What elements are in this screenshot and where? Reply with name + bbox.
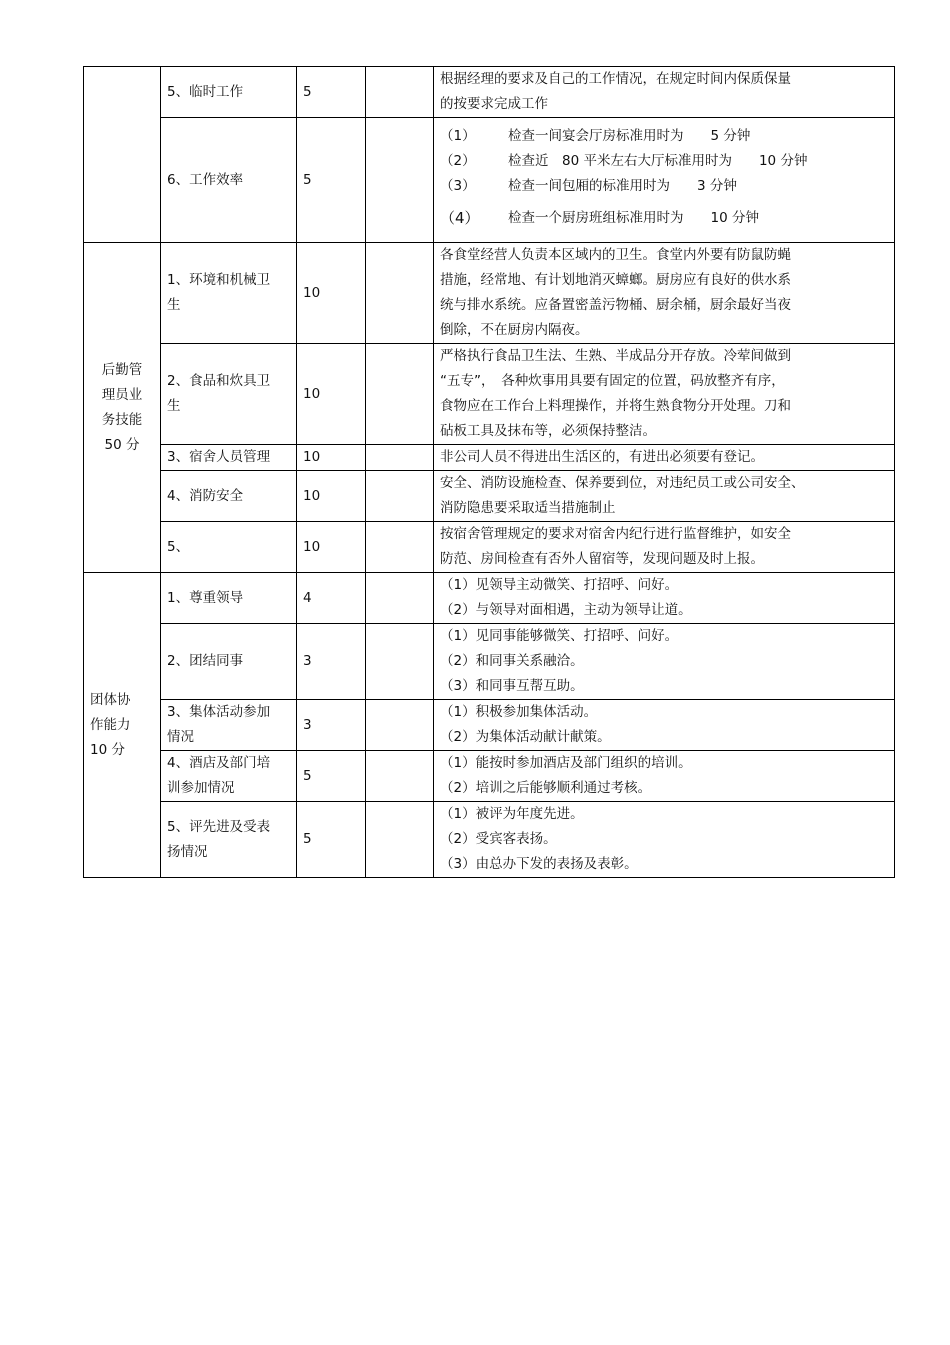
criteria-cell: （1）被评为年度先进。 （2）受宾客表扬。 （3）由总办下发的表扬及表彰。 (434, 802, 895, 878)
score-cell: 10 (297, 522, 366, 573)
criteria-cell: 根据经理的要求及自己的工作情况，在规定时间内保质保量 的按要求完成工作 (434, 67, 895, 118)
table-row (84, 751, 895, 802)
item-cell: 5、 (161, 522, 297, 573)
score-cell: 3 (297, 624, 366, 700)
efficiency-line: （2） 检查近 80 平米左右大厅标准用时为 10 分钟 (440, 152, 808, 169)
criteria-cell: 按宿舍管理规定的要求对宿舍内纪行进行监督维护，如安全 防范、房间检查有否外人留宿等，发现问题及时上报。 (434, 522, 895, 573)
efficiency-line: （1） 检查一间宴会厅房标准用时为 5 分钟 (440, 127, 751, 144)
score-cell: 5 (297, 118, 366, 243)
category-cell-continued (84, 67, 161, 243)
item-cell: 5、评先进及受表 扬情况 (161, 802, 297, 878)
score-cell: 3 (297, 700, 366, 751)
table-row (84, 624, 895, 700)
score-cell: 5 (297, 751, 366, 802)
table-row (84, 700, 895, 751)
table-row (84, 243, 895, 344)
table-row (84, 118, 895, 243)
score-cell: 4 (297, 573, 366, 624)
criteria-cell: 安全、消防设施检查、保养要到位，对违纪员工或公司安全、 消防隐患要采取适当措施制止 (434, 471, 895, 522)
item-cell: 6、工作效率 (161, 118, 297, 243)
score-cell: 10 (297, 471, 366, 522)
table-row (84, 471, 895, 522)
item-cell: 3、宿舍人员管理 (161, 445, 297, 471)
table-row (84, 445, 895, 471)
criteria-cell: （1）能按时参加酒店及部门组织的培训。 （2）培训之后能够顺利通过考核。 (434, 751, 895, 802)
blank-cell (366, 522, 434, 573)
table-row (84, 344, 895, 445)
score-cell: 5 (297, 802, 366, 878)
efficiency-line: （3） 检查一间包厢的标准用时为 3 分钟 (440, 177, 737, 194)
criteria-cell: 严格执行食品卫生法、生熟、半成品分开存放。冷荤间做到 “五专”， 各种炊事用具要有固定的位置，码放整齐有序， 食物应在工作台上料理操作，并将生熟食物分开处理。刀和 砧板工具及抹布等，必须保持整洁。 (434, 344, 895, 445)
blank-cell (366, 802, 434, 878)
blank-cell (366, 243, 434, 344)
criteria-cell: （1）见领导主动微笑、打招呼、问好。 （2）与领导对面相遇，主动为领导让道。 (434, 573, 895, 624)
blank-cell (366, 67, 434, 118)
blank-cell (366, 344, 434, 445)
score-cell: 10 (297, 243, 366, 344)
item-cell: 2、食品和炊具卫 生 (161, 344, 297, 445)
blank-cell (366, 624, 434, 700)
blank-cell (366, 445, 434, 471)
item-cell: 4、消防安全 (161, 471, 297, 522)
item-cell: 1、尊重领导 (161, 573, 297, 624)
blank-cell (366, 700, 434, 751)
blank-cell (366, 471, 434, 522)
table-row (84, 802, 895, 878)
item-cell: 4、酒店及部门培 训参加情况 (161, 751, 297, 802)
blank-cell (366, 118, 434, 243)
table-row (84, 573, 895, 624)
category-logistics: 后勤管 理员业 务技能 50 分 (84, 243, 161, 573)
efficiency-line: （4） 检查一个厨房班组标准用时为 10 分钟 (440, 208, 759, 227)
criteria-cell: （1）积极参加集体活动。 （2）为集体活动献计献策。 (434, 700, 895, 751)
evaluation-table (83, 66, 895, 878)
criteria-cell: 非公司人员不得进出生活区的，有进出必须要有登记。 (434, 445, 895, 471)
score-cell: 10 (297, 445, 366, 471)
category-teamwork: 团体协 作能力 10 分 (84, 573, 161, 878)
table-row (84, 522, 895, 573)
table-row (84, 67, 895, 118)
score-cell: 10 (297, 344, 366, 445)
blank-cell (366, 751, 434, 802)
item-cell: 5、临时工作 (161, 67, 297, 118)
item-cell: 2、团结同事 (161, 624, 297, 700)
criteria-cell: 各食堂经营人负责本区域内的卫生。食堂内外要有防鼠防蝇 措施，经常地、有计划地消灭蟑螂。厨房应有良好的供水系 统与排水系统。应备置密盖污物桶、厨余桶，厨余最好当夜 倒除，不在厨房内隔夜。 (434, 243, 895, 344)
item-cell: 1、环境和机械卫 生 (161, 243, 297, 344)
criteria-cell (434, 118, 895, 243)
item-cell: 3、集体活动参加 情况 (161, 700, 297, 751)
blank-cell (366, 573, 434, 624)
criteria-cell: （1）见同事能够微笑、打招呼、问好。 （2）和同事关系融洽。 （3）和同事互帮互助。 (434, 624, 895, 700)
score-cell: 5 (297, 67, 366, 118)
